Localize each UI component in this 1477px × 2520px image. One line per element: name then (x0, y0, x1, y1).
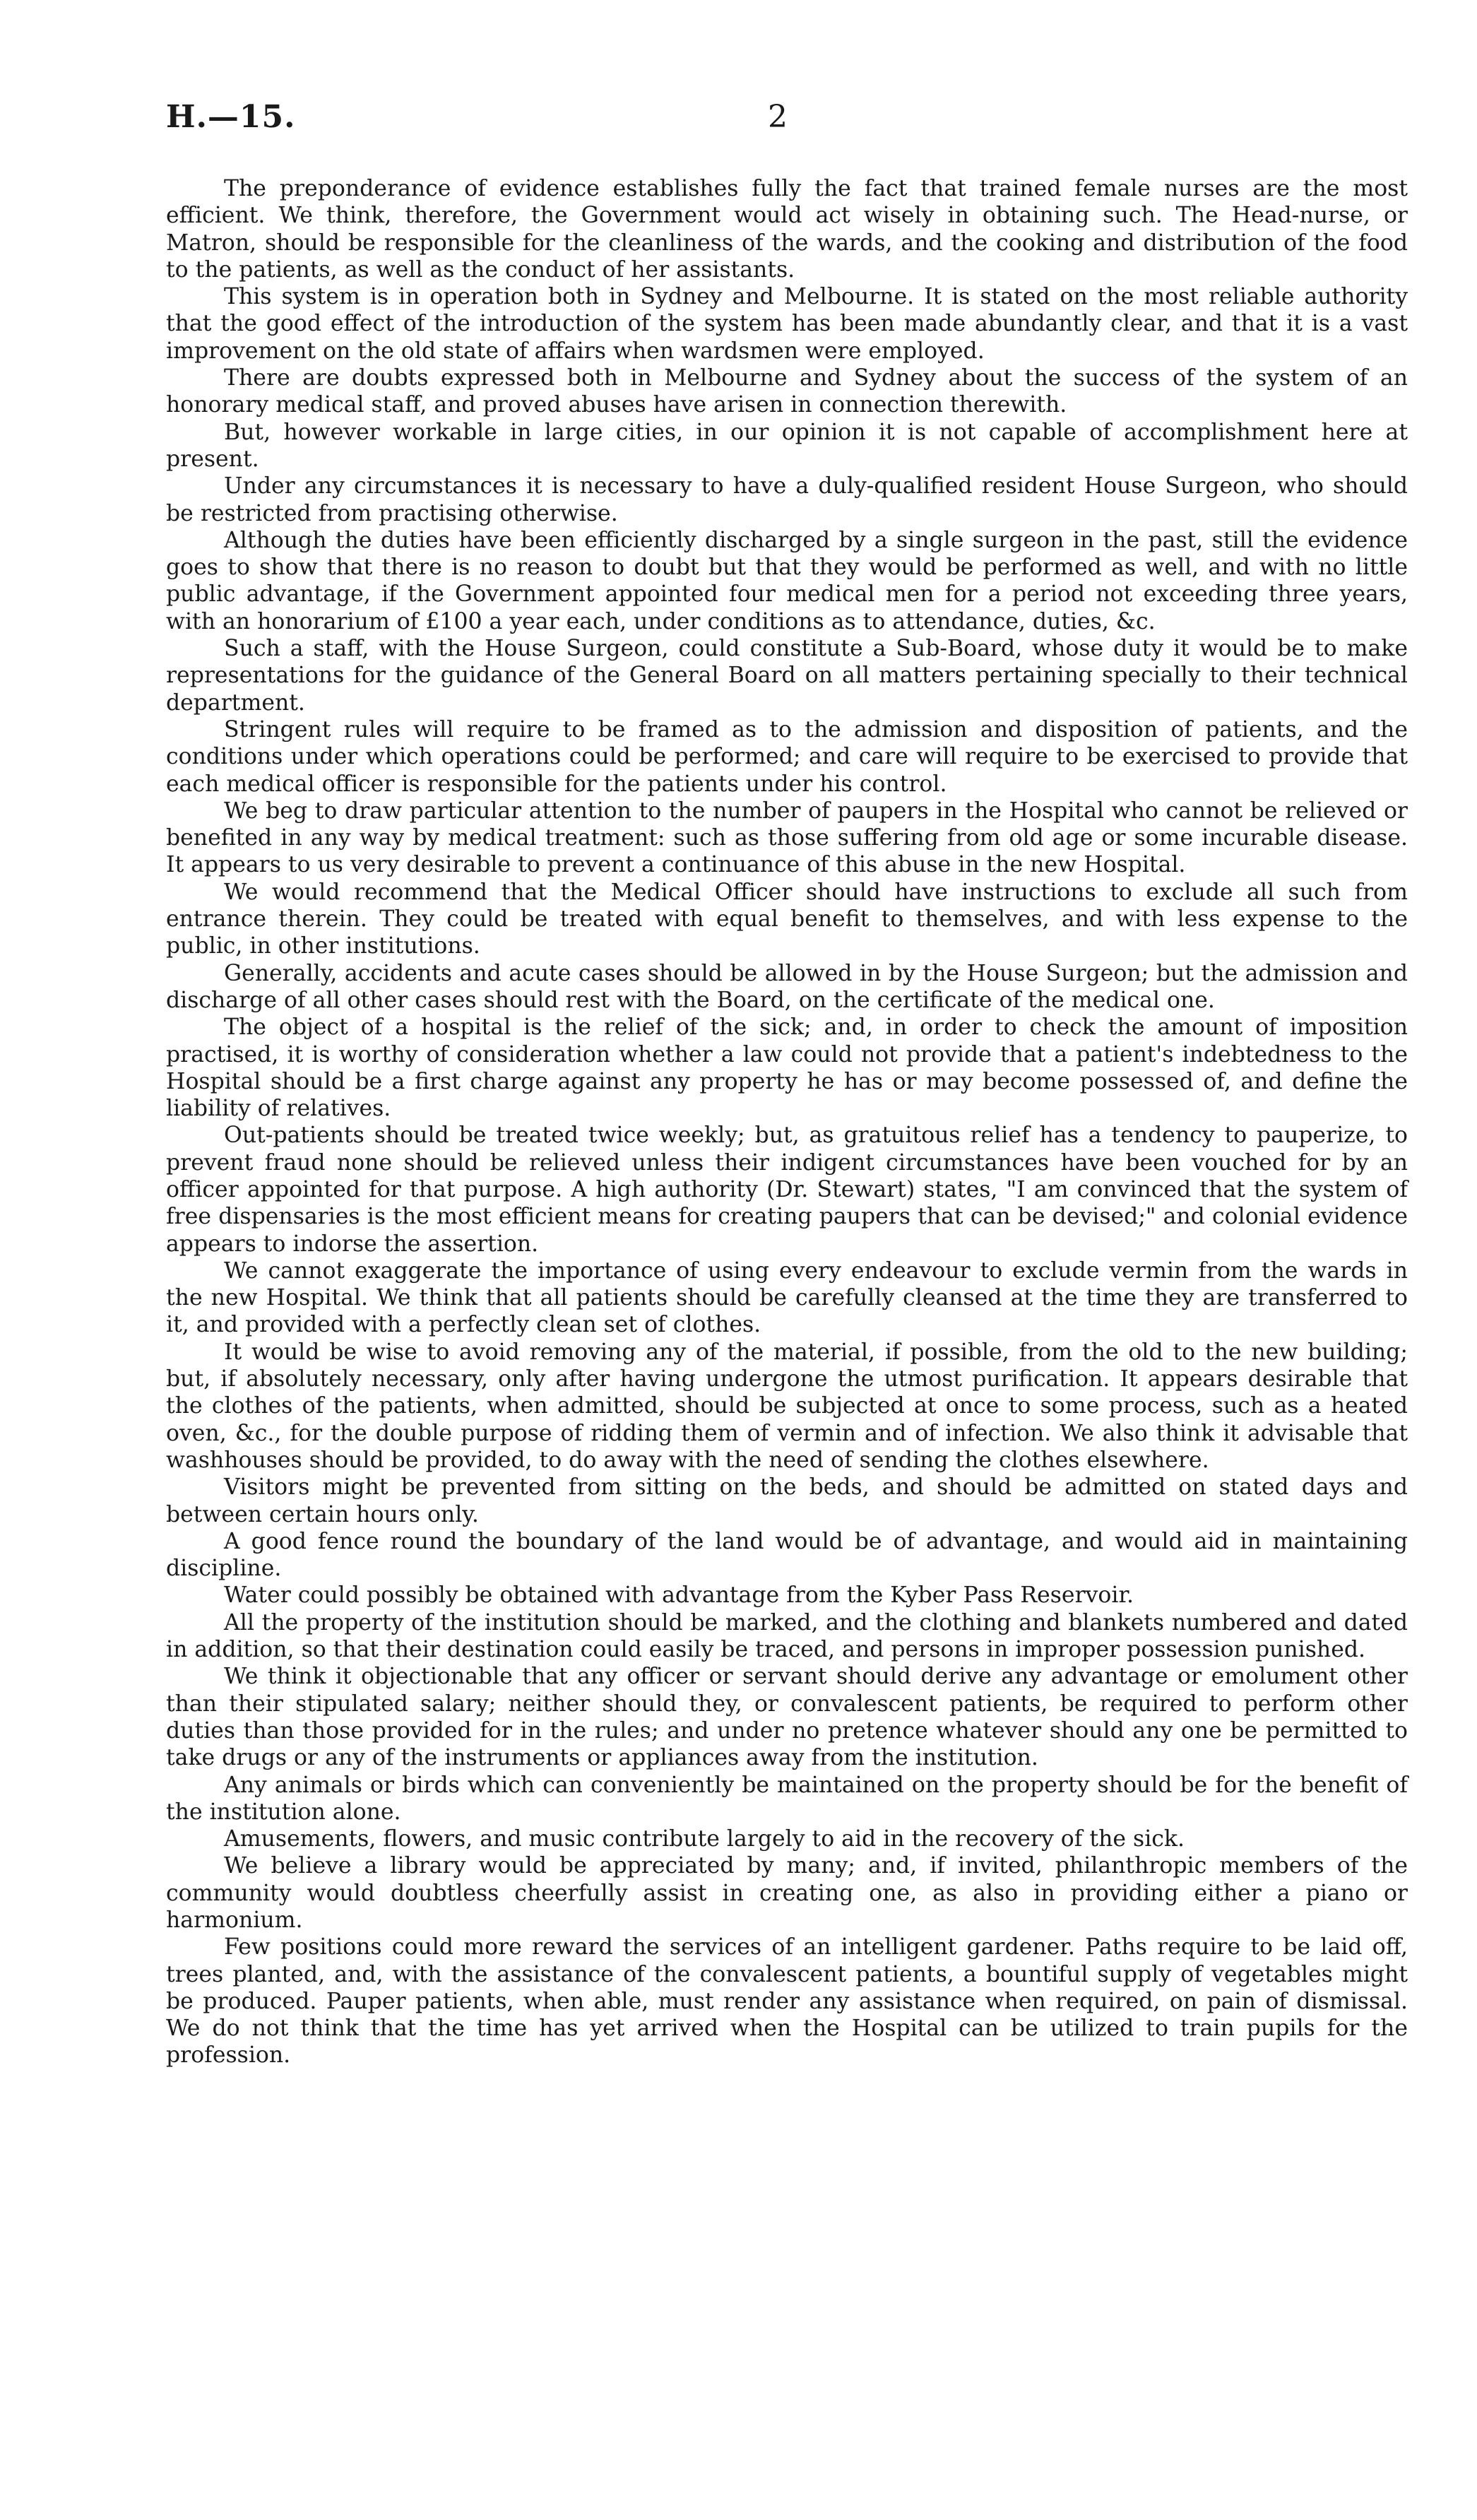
paragraph: It would be wise to avoid removing any of the material, if possible, from the old to the new building; but, if absolutely necessary, only after having undergone the utmost purification. It appears desirable that the clothes of the patients, when admitted, should be subjected at once to some process, such as a heated oven, &c., for the double purpose of ridding them of vermin and of infection. We also think it advisable that washhouses should be provided, to do away with the need of sending the clothes elsewhere. (166, 1339, 1408, 1473)
paragraph: Under any circumstances it is necessary to have a duly-qualified resident House Surgeon, who should be restricted from practising otherwise. (166, 473, 1408, 526)
paragraph: Water could possibly be obtained with advantage from the Kyber Pass Reservoir. (224, 1583, 1134, 1609)
paragraph: But, however workable in large cities, in our opinion it is not capable of accomplishment here at present. (166, 419, 1408, 472)
paragraph: All the property of the institution should be marked, and the clothing and blankets numbered and dated in addition, so that their destination could easily be traced, and persons in improper possession punished. (166, 1609, 1408, 1663)
paragraph: Generally, accidents and acute cases should be allowed in by the House Surgeon; but the admission and discharge of all other cases should rest with the Board, on the certificate of the medical one. (166, 960, 1408, 1013)
page-number: 2 (768, 99, 788, 135)
page-header (166, 99, 1408, 155)
paragraph: We would recommend that the Medical Officer should have instructions to exclude all such from entrance therein. They could be treated with equal benefit to themselves, and with less expense to the public, in other institutions. (166, 879, 1408, 959)
paragraph: We cannot exaggerate the importance of using every endeavour to exclude vermin from the wards in the new Hospital. We think that all patients should be carefully cleansed at the time they are transferred to it, and provided with a perfectly clean set of clothes. (166, 1258, 1408, 1338)
paragraph: The object of a hospital is the relief of the sick; and, in order to check the amount of imposition practised, it is worthy of consideration whether a law could not provide that a patient's indebtedness to the Hospital should be a first charge against any property he has or may become possessed of, and define the liability of relatives. (166, 1014, 1408, 1122)
paragraph: This system is in operation both in Sydney and Melbourne. It is stated on the most reliable authority that the good effect of the introduction of the system has been made abundantly clear, and that it is a vast improvement on the old state of affairs when wardsmen were employed. (166, 284, 1408, 364)
paragraph: The preponderance of evidence establishes fully the fact that trained female nurses are the most efficient. We think, therefore, the Government would act wisely in obtaining such. The Head-nurse, or Matron, should be responsible for the cleanliness of the wards, and the cooking and distribution of the food to the patients, as well as the conduct of her assistants. (166, 176, 1408, 283)
document-reference: H.—15. (166, 99, 296, 135)
paragraph: Visitors might be prevented from sitting on the beds, and should be admitted on stated days and between certain hours only. (166, 1474, 1408, 1527)
paragraph: Although the duties have been efficiently discharged by a single surgeon in the past, still the evidence goes to show that there is no reason to doubt but that they would be performed as well, and with no little public advantage, if the Government appointed four medical men for a period not exceeding three years, with an honorarium of £100 a year each, under conditions as to attendance, duties, &c. (166, 527, 1408, 634)
paragraph: A good fence round the boundary of the land would be of advantage, and would aid in maintaining discipline. (166, 1528, 1408, 1582)
paragraph: We believe a library would be appreciated by many; and, if invited, philanthropic members of the community would doubtless cheerfully assist in creating one, as also in providing either a piano or harmonium. (166, 1853, 1408, 1933)
paragraph: Stringent rules will require to be framed as to the admission and disposition of patients, and the conditions under which operations could be performed; and care will require to be exercised to provide that each medical officer is responsible for the patients under his control. (166, 716, 1408, 797)
paragraph: Out-patients should be treated twice weekly; but, as gratuitous relief has a tendency to pauperize, to prevent fraud none should be relieved unless their indigent circumstances have been vouched for by an officer appointed for that purpose. A high authority (Dr. Stewart) states, "I am convinced that the system of free dispensaries is the most efficient means for creating paupers that can be devised;" and colonial evidence appears to indorse the assertion. (166, 1123, 1408, 1257)
paragraph: Such a staff, with the House Surgeon, could constitute a Sub-Board, whose duty it would be to make representations for the guidance of the General Board on all matters pertaining specially to their technical department. (166, 636, 1408, 716)
paragraph: We beg to draw particular attention to the number of paupers in the Hospital who cannot be relieved or benefited in any way by medical treatment: such as those suffering from old age or some incurable disease. It appears to us very desirable to prevent a continuance of this abuse in the new Hospital. (166, 798, 1408, 878)
paragraph: Few positions could more reward the services of an intelligent gardener. Paths require to be laid off, trees planted, and, with the assistance of the convalescent patients, a bountiful supply of vegetables might be produced. Pauper patients, when able, must render any assistance when required, on pain of dismissal. We do not think that the time has yet arrived when the Hospital can be utilized to train pupils for the profession. (166, 1934, 1408, 2069)
paragraph: There are doubts expressed both in Melbourne and Sydney about the success of the system of an honorary medical staff, and proved abuses have arisen in connection therewith. (166, 365, 1408, 418)
paragraph: Any animals or birds which can conveniently be maintained on the property should be for the benefit of the institution alone. (166, 1772, 1408, 1825)
document-page (166, 99, 1408, 2069)
paragraph: Amusements, flowers, and music contribute largely to aid in the recovery of the sick. (224, 1826, 1185, 1852)
body-text (166, 175, 1408, 2069)
paragraph: We think it objectionable that any officer or servant should derive any advantage or emolument other than their stipulated salary; neither should they, or convalescent patients, be required to perform other duties than those provided for in the rules; and under no pretence whatever should any one be permitted to take drugs or any of the instruments or appliances away from the institution. (166, 1664, 1408, 1771)
